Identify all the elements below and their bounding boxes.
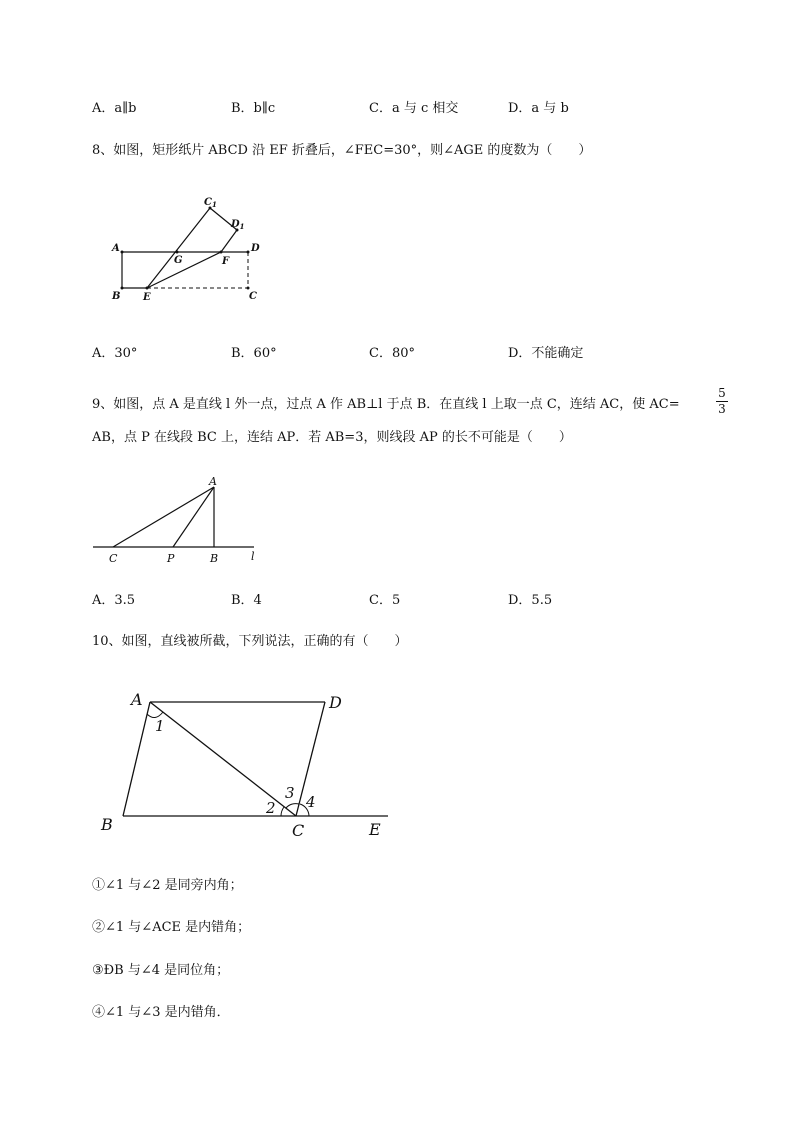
q9-label-l: l bbox=[251, 550, 255, 563]
q8-label-a: A bbox=[112, 243, 120, 254]
q10-stem: 10、如图，直线被所截，下列说法，正确的有（ ） bbox=[92, 634, 408, 649]
q8-label-d1: $D_1$ bbox=[231, 219, 245, 231]
q8-label-e: E bbox=[143, 292, 151, 303]
q7-option-b: B．b∥c bbox=[231, 101, 276, 116]
q7-option-d: D．a 与 b bbox=[508, 101, 569, 116]
q9-option-d: D．5.5 bbox=[508, 593, 553, 608]
q9-option-a: A．3.5 bbox=[92, 593, 136, 608]
q9-fraction-numerator: 5 bbox=[718, 386, 726, 400]
q8-option-c: C．80° bbox=[369, 346, 415, 361]
q10-label-d: D bbox=[329, 693, 342, 712]
q9-label-a: A bbox=[209, 475, 217, 488]
q8-label-g: G bbox=[174, 255, 183, 266]
q10-angle-1: 1 bbox=[155, 717, 165, 735]
q9-stem-line1: 9、如图，点 A 是直线 l 外一点，过点 A 作 AB⊥l 于点 B．在直线 l 上取一点 C，连结 AC，使 AC= bbox=[92, 397, 680, 412]
q8-label-c: C bbox=[249, 291, 257, 302]
q10-statement-1: ①∠1 与∠2 是同旁内角； bbox=[92, 878, 243, 893]
q9-label-p: P bbox=[167, 552, 175, 565]
q9-fraction bbox=[716, 387, 728, 416]
q10-statement-4: ④∠1 与∠3 是内错角． bbox=[92, 1005, 230, 1020]
q8-stem: 8、如图，矩形纸片 ABCD 沿 EF 折叠后，∠FEC=30°，则∠AGE 的度数为（ ） bbox=[92, 143, 592, 158]
q8-option-a: A．30° bbox=[92, 346, 138, 361]
q10-figure bbox=[95, 680, 395, 850]
q10-statement-2: ②∠1 与∠ACE 是内错角； bbox=[92, 920, 251, 935]
q9-option-b: B．4 bbox=[231, 593, 262, 608]
q8-label-f: F bbox=[222, 256, 230, 267]
q10-angle-4: 4 bbox=[306, 793, 316, 811]
q9-label-c: C bbox=[109, 552, 118, 565]
q9-figure bbox=[90, 472, 270, 572]
q10-label-b: B bbox=[101, 815, 113, 834]
q8-figure bbox=[100, 190, 280, 310]
q9-stem-line2: AB，点 P 在线段 BC 上，连结 AP．若 AB=3，则线段 AP 的长不可能是（ ） bbox=[92, 430, 572, 445]
q8-label-c1: $C_1$ bbox=[204, 197, 217, 209]
q7-option-a: A．a∥b bbox=[92, 101, 137, 116]
q10-label-e: E bbox=[369, 820, 381, 839]
q7-option-c: C．a 与 c 相交 bbox=[369, 101, 459, 116]
q10-label-c: C bbox=[292, 821, 305, 840]
q8-label-b: B bbox=[112, 291, 121, 302]
q8-option-d: D．不能确定 bbox=[508, 346, 584, 361]
q9-option-c: C．5 bbox=[369, 593, 401, 608]
q10-angle-3: 3 bbox=[285, 784, 295, 802]
q10-angle-2: 2 bbox=[266, 799, 276, 817]
q10-statement-3: ③ÐB 与∠4 是同位角； bbox=[92, 963, 230, 978]
q8-label-d: D bbox=[251, 243, 260, 254]
q10-label-a: A bbox=[131, 690, 143, 709]
q8-option-b: B．60° bbox=[231, 346, 277, 361]
q9-label-b: B bbox=[210, 552, 219, 565]
q9-fraction-denominator: 3 bbox=[718, 402, 726, 416]
